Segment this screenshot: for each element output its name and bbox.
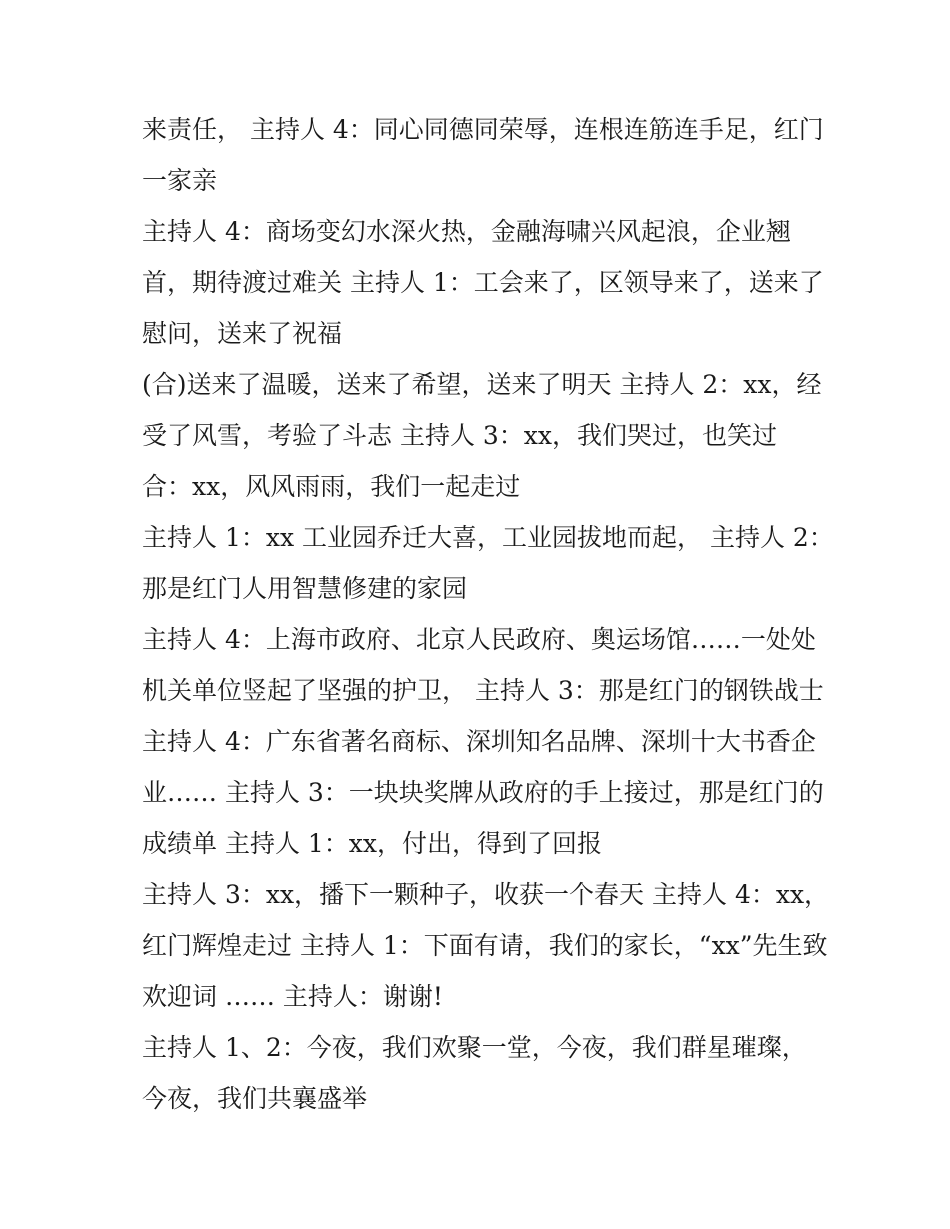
- text-line: (合)送来了温暖，送来了希望，送来了明天 主持人 2：xx，经: [142, 370, 822, 399]
- text-line: 那是红门人用智慧修建的家园: [142, 574, 468, 603]
- text-line: 主持人 4：上海市政府、北京人民政府、奥运场馆……一处处: [142, 625, 816, 654]
- text-line: 业…… 主持人 3：一块块奖牌从政府的手上接过，那是红门的: [142, 778, 824, 807]
- text-line: 主持人 1、2：今夜，我们欢聚一堂，今夜，我们群星璀璨，: [142, 1033, 807, 1062]
- text-line: 一家亲: [142, 166, 218, 195]
- text-line: 首，期待渡过难关 主持人 1：工会来了，区领导来了，送来了: [142, 268, 824, 297]
- text-line: 主持人 4：广东省著名商标、深圳知名品牌、深圳十大书香企: [142, 727, 816, 756]
- text-line: 机关单位竖起了坚强的护卫， 主持人 3：那是红门的钢铁战士: [142, 676, 824, 705]
- text-line: 慰问，送来了祝福: [142, 319, 343, 348]
- text-line: 主持人 4：商场变幻水深火热，金融海啸兴风起浪，企业翘: [142, 217, 791, 246]
- text-line: 主持人 1：xx 工业园乔迁大喜，工业园拔地而起， 主持人 2：: [142, 523, 834, 552]
- text-line: 主持人 3：xx，播下一颗种子，收获一个春天 主持人 4：xx，: [142, 880, 830, 909]
- text-line: 合：xx，风风雨雨，我们一起走过: [142, 472, 521, 501]
- text-line: 受了风雪，考验了斗志 主持人 3：xx，我们哭过，也笑过: [142, 421, 777, 450]
- text-line: 欢迎词 …… 主持人：谢谢!: [142, 982, 443, 1011]
- document-body: [142, 104, 834, 1124]
- text-line: 来责任， 主持人 4：同心同德同荣辱，连根连筋连手足，红门: [142, 115, 824, 144]
- text-line: 成绩单 主持人 1：xx，付出，得到了回报: [142, 829, 602, 858]
- text-line: 今夜，我们共襄盛举: [142, 1084, 368, 1113]
- text-line: 红门辉煌走过 主持人 1：下面有请，我们的家长，“xx”先生致: [142, 931, 828, 960]
